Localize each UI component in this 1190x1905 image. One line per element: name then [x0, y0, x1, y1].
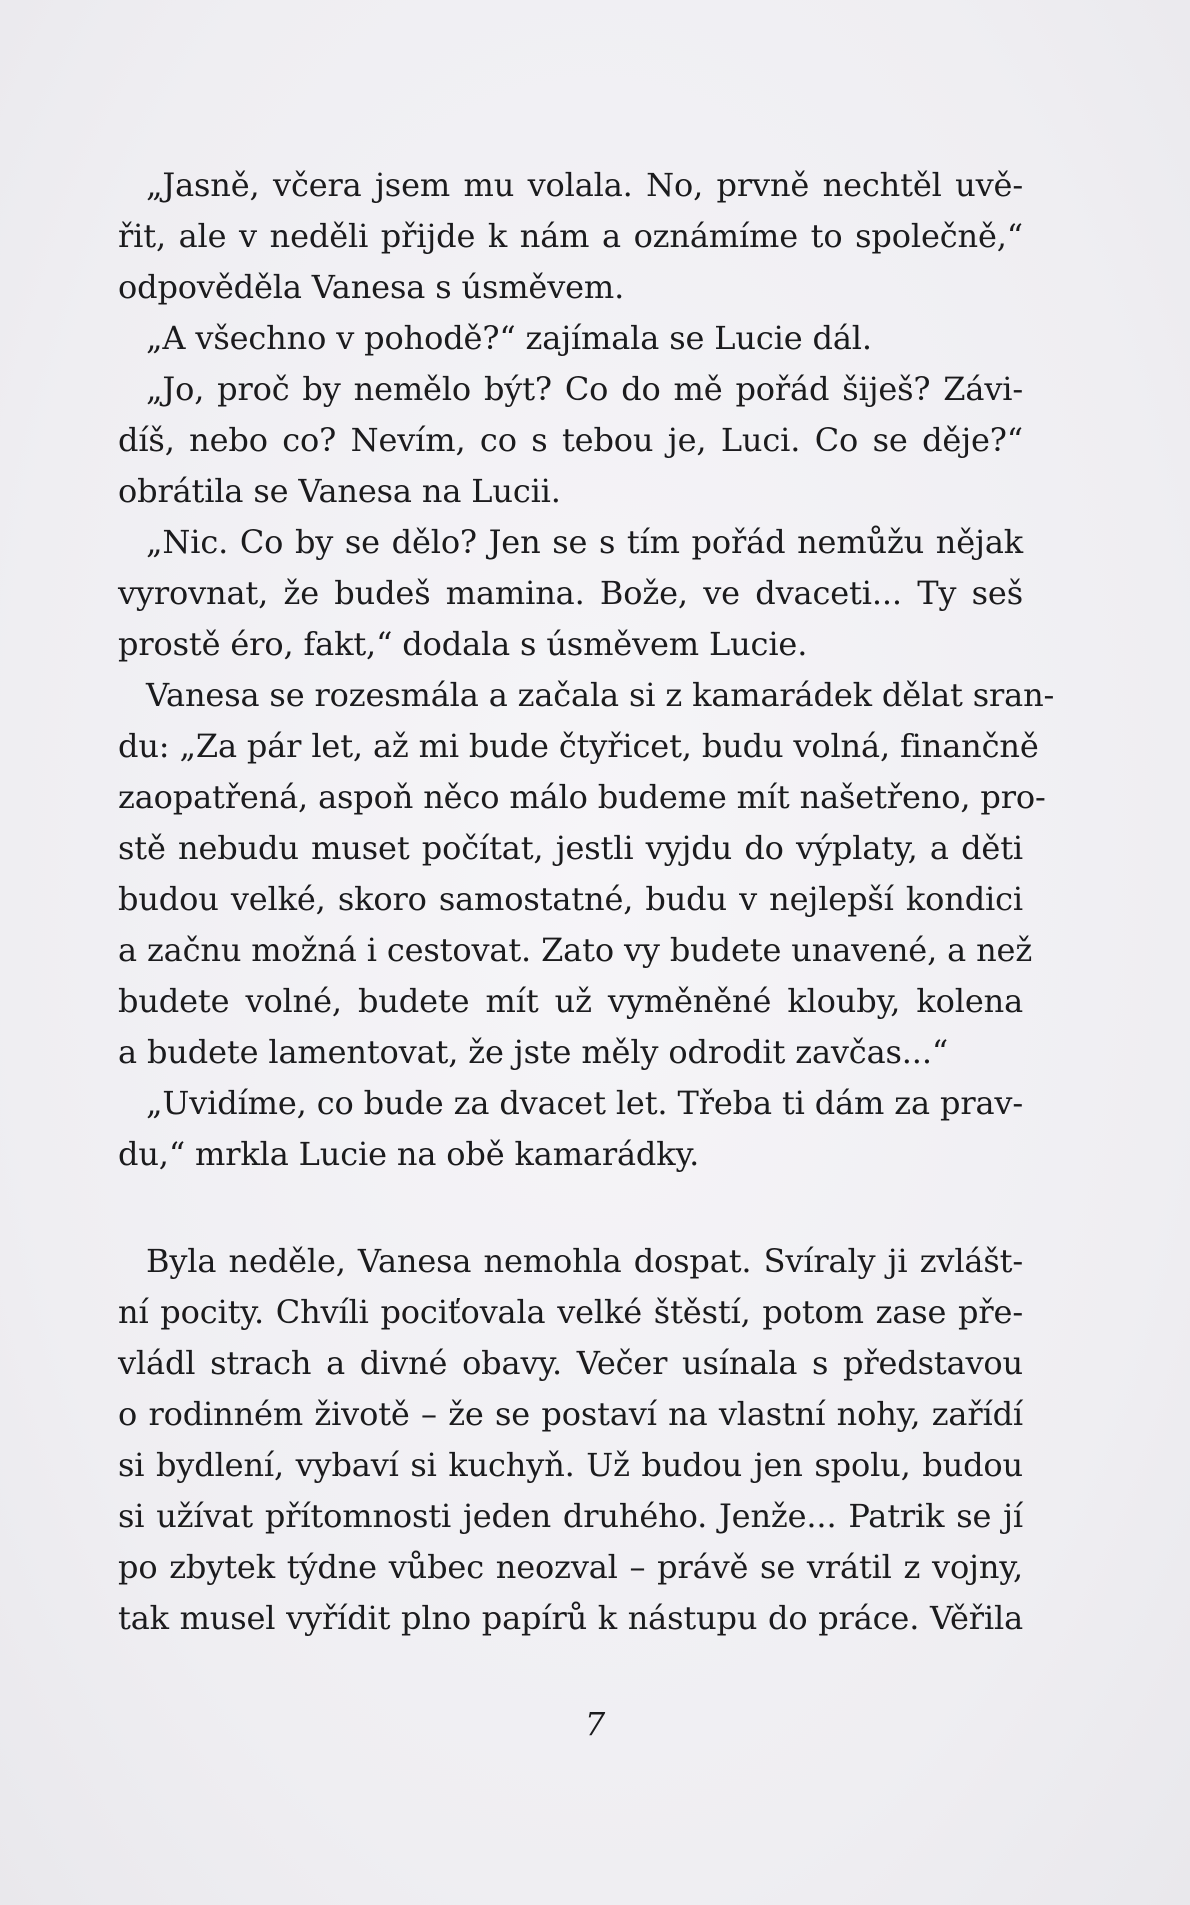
text-line: Byla neděle, Vanesa nemohla dospat. Svíraly ji zvlášt- — [146, 1242, 1023, 1280]
text-line: ní pocity. Chvíli pociťovala velké štěstí, potom zase pře- — [118, 1293, 1023, 1331]
text-line: du: „Za pár let, až mi bude čtyřicet, budu volná, finančně — [118, 727, 1039, 765]
text-line: zaopatřená, aspoň něco málo budeme mít našetřeno, pro- — [118, 778, 1046, 816]
paragraph-6 — [118, 1078, 1023, 1180]
paragraph-3 — [118, 364, 1023, 517]
text-line: o rodinném životě – že se postaví na vlastní nohy, zařídí — [118, 1395, 1023, 1433]
text-line: „Jo, proč by nemělo být? Co do mě pořád šiješ? Závi- — [146, 370, 1023, 408]
text-line: tak musel vyřídit plno papírů k nástupu do práce. Věřila — [118, 1599, 1023, 1637]
text-line: odpověděla Vanesa s úsměvem. — [118, 268, 625, 306]
text-line: budete volné, budete mít už vyměněné klouby, kolena — [118, 982, 1023, 1020]
text-line: budou velké, skoro samostatné, budu v nejlepší kondici — [118, 880, 1023, 918]
text-line: řit, ale v neděli přijde k nám a oznámíme to společně,“ — [118, 217, 1023, 255]
text-line: Vanesa se rozesmála a začala si z kamarádek dělat sran- — [146, 676, 1055, 714]
paragraph-4 — [118, 517, 1023, 670]
text-line: si užívat přítomnosti jeden druhého. Jenže... Patrik se jí — [118, 1497, 1023, 1535]
text-line: vyrovnat, že budeš mamina. Bože, ve dvaceti... Ty seš — [118, 574, 1023, 612]
text-line: díš, nebo co? Nevím, co s tebou je, Luci. Co se děje?“ — [118, 421, 1023, 459]
text-line: obrátila se Vanesa na Lucii. — [118, 472, 561, 510]
paragraph-1 — [118, 160, 1023, 313]
text-line: „Jasně, včera jsem mu volala. No, prvně nechtěl uvě- — [146, 166, 1023, 204]
text-line: „Uvidíme, co bude za dvacet let. Třeba ti dám za prav- — [146, 1084, 1023, 1122]
section-break — [118, 1180, 1023, 1236]
text-line: a začnu možná i cestovat. Zato vy budete unavené, a než — [118, 931, 1033, 969]
text-line: si bydlení, vybaví si kuchyň. Už budou jen spolu, budou — [118, 1446, 1023, 1484]
text-line: „Nic. Co by se dělo? Jen se s tím pořád nemůžu nějak — [146, 523, 1023, 561]
text-line: prostě éro, fakt,“ dodala s úsměvem Lucie. — [118, 625, 808, 663]
paragraph-7 — [118, 1236, 1023, 1644]
text-line: stě nebudu muset počítat, jestli vyjdu do výplaty, a děti — [118, 829, 1023, 867]
text-line: du,“ mrkla Lucie na obě kamarádky. — [118, 1135, 700, 1173]
body-text — [118, 160, 1055, 1644]
page-number: 7 — [584, 1705, 606, 1743]
text-line: po zbytek týdne vůbec neozval – právě se vrátil z vojny, — [118, 1548, 1023, 1586]
paragraph-2 — [118, 313, 1023, 364]
text-line: „A všechno v pohodě?“ zajímala se Lucie dál. — [146, 319, 872, 357]
paragraph-5 — [118, 670, 1055, 1078]
text-line: vládl strach a divné obavy. Večer usínala s představou — [118, 1344, 1023, 1382]
text-line: a budete lamentovat, že jste měly odrodit zavčas...“ — [118, 1033, 949, 1071]
